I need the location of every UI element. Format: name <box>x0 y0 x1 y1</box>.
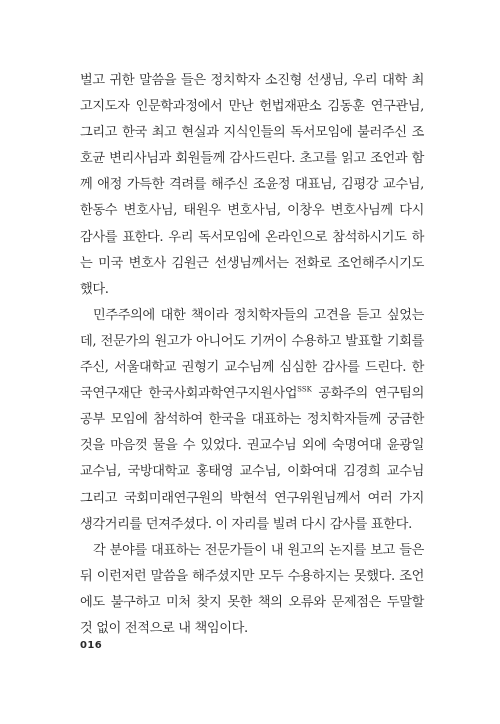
body-text <box>80 68 424 642</box>
paragraph-3: 각 분야를 대표하는 전문가들이 내 원고의 논지를 보고 들은 뒤 이런저런 말씀을 해주셨지만 모두 수용하지는 못했다. 조언에도 불구하고 미처 찾지 못한 책의 오류와 문제점은 두말할 것 없이 전적으로 내 책임이다. <box>80 542 424 636</box>
paragraph-1: 벌고 귀한 말씀을 들은 정치학자 소진형 선생님, 우리 대학 최고지도자 인문학과정에서 만난 헌법재판소 김동훈 연구관님, 그리고 한국 최고 현실과 지식인들의 독서모임에 불러주신 조호균 변리사님과 회원들께 감사드린다. 초고를 읽고 조언과 함께 애정 가득한 격려를 해주신 조윤정 대표님, 김평강 교수님, 한동수 변호사님, 태원우 변호사님, 이창우 변호사님께 다시 감사를 표한다. 우리 독서모임에 온라인으로 참석하시기도 하는 미국 변호사 김원근 선생님께서는 전화로 조언해주시기도 했다. <box>80 73 424 297</box>
paragraph-2 <box>80 303 424 538</box>
ssk-superscript: SSK <box>297 385 312 394</box>
paragraph-2-text-before: 민주주의에 대한 책이라 정치학자들의 고견을 듣고 싶었는데, 전문가의 원고가 아니어도 기꺼이 수용하고 발표할 기회를 주신, 서울대학교 권형기 교수님께 심심한 감사를 드린다. 한국연구재단 한국사회과학연구지원사업 <box>80 307 424 402</box>
page-number: 016 <box>80 640 103 651</box>
paragraph-2-text-after: 공화주의 연구팀의 공부 모임에 참석하여 한국을 대표하는 정치학자들께 궁금한 것을 마음껏 물을 수 있었다. 권교수님 외에 숙명여대 윤광일 교수님, 국방대학교 홍태영 교수님, 이화여대 김경희 교수님 그리고 국회미래연구원의 박현석 연구위원님께서 여러 가지 생각거리를 던져주셨다. 이 자리를 빌려 다시 감사를 표한다. <box>80 386 424 532</box>
